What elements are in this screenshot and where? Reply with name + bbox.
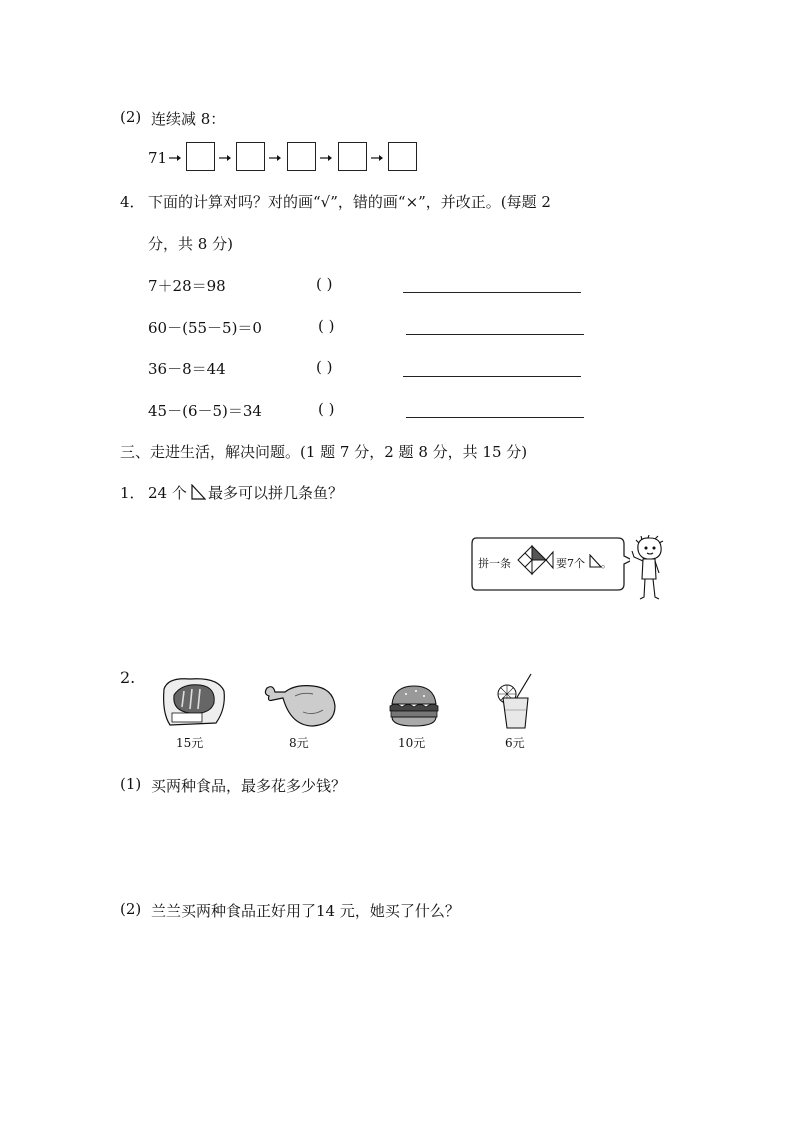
price-chicken: 8元 <box>289 736 309 750</box>
judge-paren-3[interactable]: ( ) <box>316 358 333 376</box>
arrow-icon <box>371 154 383 162</box>
price-bread: 15元 <box>176 736 204 750</box>
hamburger-icon <box>388 684 440 730</box>
arrow-icon <box>219 154 231 162</box>
answer-box-2[interactable] <box>236 142 265 171</box>
arrow-icon <box>320 154 332 162</box>
bubble-text-right: 要7个 <box>556 557 585 570</box>
q4-line2: 分，共 8 分) <box>148 235 233 253</box>
correction-line-4[interactable] <box>406 417 584 418</box>
equation-1: 7＋28＝98 <box>148 277 226 295</box>
arrow-icon <box>269 154 281 162</box>
chicken-leg-icon <box>263 682 339 730</box>
triangle-icon <box>190 484 206 500</box>
q4-number: 4． <box>120 193 145 211</box>
item-2-label: (2) <box>120 108 142 126</box>
triangle-icon <box>588 554 602 568</box>
q1-text-post: 最多可以拼几条鱼？ <box>208 484 344 502</box>
sub2-text: 兰兰买两种食品正好用了14 元，她买了什么？ <box>151 902 460 920</box>
item-2-text: 连续减 8： <box>151 110 226 128</box>
price-juice: 6元 <box>505 736 525 750</box>
answer-box-1[interactable] <box>186 142 215 171</box>
fish-shape-icon <box>516 540 554 580</box>
answer-box-4[interactable] <box>338 142 367 171</box>
equation-3: 36－8＝44 <box>148 360 226 378</box>
bubble-text-end: 。 <box>601 557 612 570</box>
judge-paren-1[interactable]: ( ) <box>316 275 333 293</box>
sub2-label: (2) <box>120 900 142 918</box>
sub1-text: 买两种食品，最多花多少钱？ <box>151 777 347 795</box>
correction-line-3[interactable] <box>403 376 581 377</box>
equation-2: 60－(55－5)＝0 <box>148 319 262 337</box>
correction-line-1[interactable] <box>403 292 581 293</box>
q1-number: 1． <box>120 484 145 502</box>
answer-box-3[interactable] <box>287 142 316 171</box>
sub1-label: (1) <box>120 775 142 793</box>
judge-paren-2[interactable]: ( ) <box>318 317 335 335</box>
q4-line1: 下面的计算对吗？对的画“√”，错的画“×”，并改正。(每题 2 <box>148 193 551 211</box>
bread-icon <box>160 673 228 729</box>
section-three-heading: 三、走进生活，解决问题。(1 题 7 分，2 题 8 分，共 15 分) <box>120 443 528 461</box>
bubble-text-left: 拼一条 <box>478 557 511 570</box>
start-number: 71 <box>148 149 168 167</box>
judge-paren-4[interactable]: ( ) <box>318 400 335 418</box>
correction-line-2[interactable] <box>406 334 584 335</box>
equation-4: 45－(6－5)＝34 <box>148 402 262 420</box>
boy-figure-icon <box>628 535 670 603</box>
answer-box-5[interactable] <box>388 142 417 171</box>
q1-text-pre: 24 个 <box>148 484 187 502</box>
q2-number: 2. <box>120 668 136 687</box>
juice-icon <box>495 672 535 730</box>
arrow-icon <box>169 154 181 162</box>
price-hamburger: 10元 <box>398 736 426 750</box>
